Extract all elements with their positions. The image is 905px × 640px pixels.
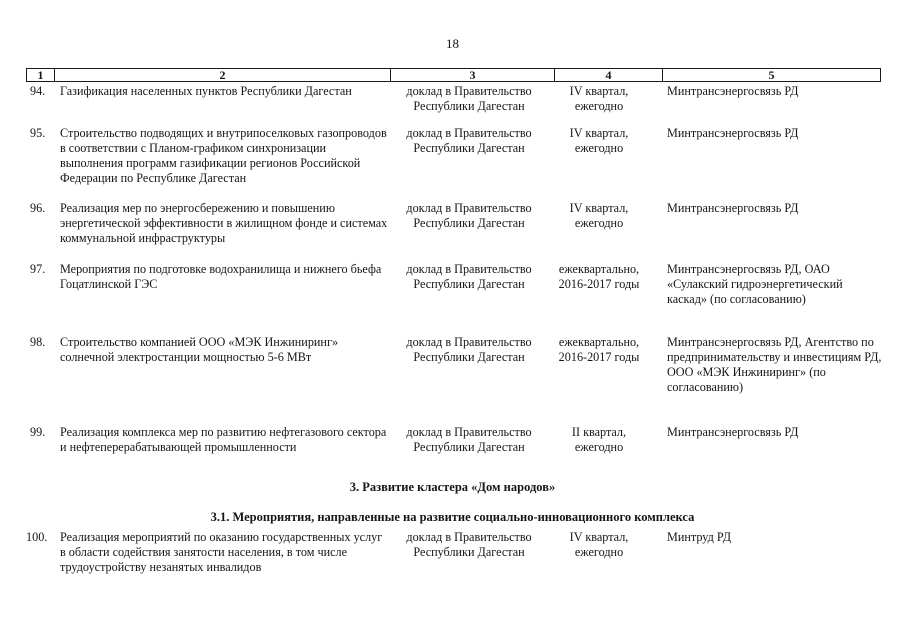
row-activity: Реализация мер по энергосбережению и повышению энергетической эффективности в жилищном фонде и системах коммунальной инфраструктуры: [60, 201, 388, 245]
column-header-2: 2: [55, 69, 391, 82]
row-executor: Минтрансэнергосвязь РД: [667, 84, 799, 98]
row-deadline: IV квартал, ежегодно: [569, 201, 629, 230]
row-report-form: доклад в Правительство Республики Дагестан: [406, 126, 532, 155]
row-activity: Мероприятия по подготовке водохранилища и нижнего бьефа Гоцатлинской ГЭС: [60, 262, 382, 291]
row-deadline: II квартал, ежегодно: [571, 425, 627, 454]
row-deadline: IV квартал, ежегодно: [569, 530, 629, 559]
row-deadline: ежеквартально, 2016-2017 годы: [558, 335, 640, 364]
row-activity: Газификация населенных пунктов Республики Дагестан: [60, 84, 352, 98]
row-executor: Минтрансэнергосвязь РД, ОАО «Сулакский гидроэнергетический каскад» (по согласованию): [667, 262, 843, 306]
row-executor: Минтрансэнергосвязь РД: [667, 425, 799, 439]
row-number: 100.: [26, 530, 48, 544]
row-number: 99.: [30, 425, 46, 439]
row-number: 97.: [30, 262, 46, 276]
column-header-3: 3: [391, 69, 555, 82]
row-activity: Реализация мероприятий по оказанию государственных услуг в области содействия занятости населения, в том числе трудоустройству незанятых инвалидов: [60, 530, 383, 574]
row-report-form: доклад в Правительство Республики Дагестан: [406, 84, 532, 113]
column-header-5: 5: [663, 69, 881, 82]
column-header-4: 4: [555, 69, 663, 82]
row-executor: Минтрансэнергосвязь РД: [667, 201, 799, 215]
row-executor: Минтруд РД: [667, 530, 732, 544]
row-deadline: IV квартал, ежегодно: [569, 126, 629, 155]
row-report-form: доклад в Правительство Республики Дагестан: [406, 201, 532, 230]
column-header-row: [26, 68, 881, 82]
row-executor: Минтрансэнергосвязь РД: [667, 126, 799, 140]
row-number: 98.: [30, 335, 46, 349]
row-activity: Строительство компанией ООО «МЭК Инжиниринг» солнечной электростанции мощностью 5-6 МВт: [60, 335, 339, 364]
row-executor: Минтрансэнергосвязь РД, Агентство по предпринимательству и инвестициям РД, ООО «МЭК Инжиниринг» (по согласованию): [667, 335, 882, 394]
row-number: 95.: [30, 126, 46, 140]
row-report-form: доклад в Правительство Республики Дагестан: [406, 262, 532, 291]
section-title: 3. Развитие кластера «Дом народов»: [349, 480, 556, 494]
row-deadline: IV квартал, ежегодно: [569, 84, 629, 113]
row-report-form: доклад в Правительство Республики Дагестан: [406, 530, 532, 559]
row-activity: Реализация комплекса мер по развитию нефтегазового сектора и нефтеперерабатывающей промышленности: [60, 425, 387, 454]
row-report-form: доклад в Правительство Республики Дагестан: [406, 425, 532, 454]
column-header-1: 1: [27, 69, 55, 82]
row-deadline: ежеквартально, 2016-2017 годы: [558, 262, 640, 291]
row-activity: Строительство подводящих и внутрипоселковых газопроводов в соответствии с Планом-графиком синхронизации выполнения программ газификации регионов Российской Федерации по Республике Дагестан: [60, 126, 387, 185]
row-number: 94.: [30, 84, 46, 98]
page-number: 18: [446, 36, 459, 51]
row-number: 96.: [30, 201, 46, 215]
row-report-form: доклад в Правительство Республики Дагестан: [406, 335, 532, 364]
subsection-title: 3.1. Мероприятия, направленные на развитие социально-инновационного комплекса: [210, 510, 695, 524]
